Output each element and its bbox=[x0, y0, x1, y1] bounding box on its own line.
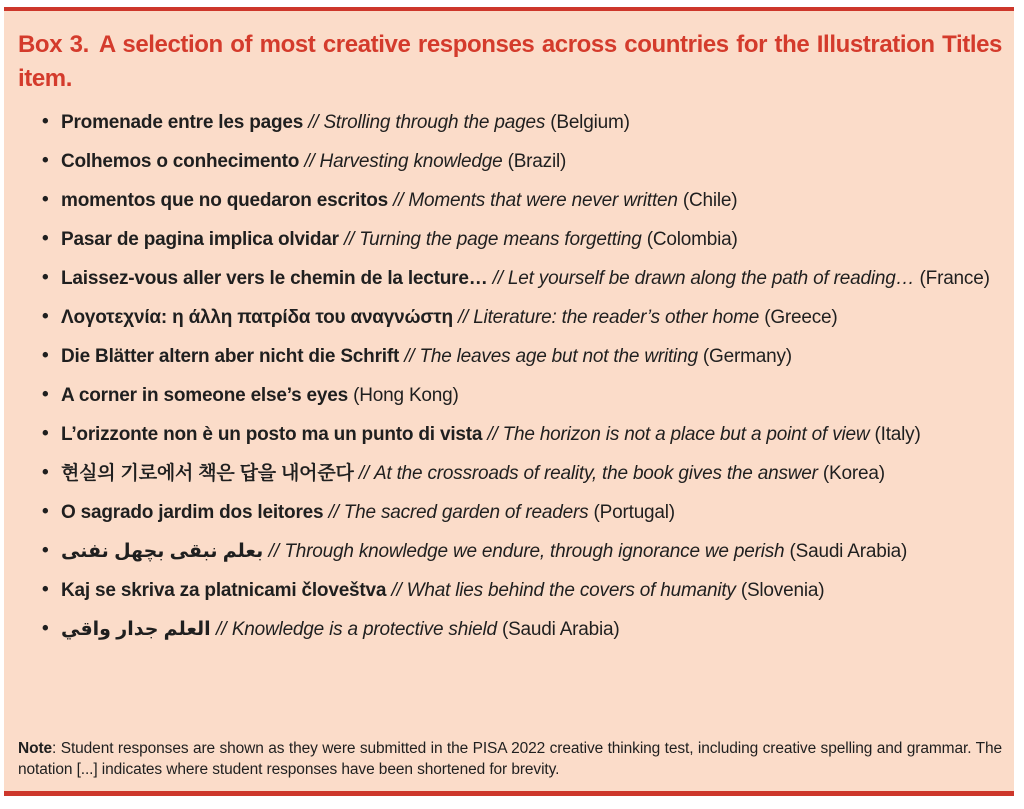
response-original: العلم جدار واقي bbox=[61, 619, 211, 640]
bullet-icon: • bbox=[42, 423, 49, 444]
response-original: Λογοτεχνία: η άλλη πατρίδα του αναγνώστη bbox=[61, 307, 453, 328]
response-translation: // The leaves age but not the writing bbox=[404, 346, 698, 367]
response-translation: // Through knowledge we endure, through ignorance we perish bbox=[268, 541, 785, 562]
response-original: Laissez-vous aller vers le chemin de la lecture… bbox=[61, 268, 488, 289]
response-original: Die Blätter altern aber nicht die Schrift bbox=[61, 346, 400, 367]
response-original: momentos que no quedaron escritos bbox=[61, 190, 389, 211]
response-translation: // Knowledge is a protective shield bbox=[215, 619, 497, 640]
list-item bbox=[42, 147, 1002, 176]
bullet-icon: • bbox=[42, 618, 49, 639]
response-country: (France) bbox=[914, 268, 990, 289]
response-original: 현실의 기로에서 책은 답을 내어준다 bbox=[61, 463, 354, 484]
bullet-icon: • bbox=[42, 228, 49, 249]
response-original: بعلم نبقى بچهل نفنى bbox=[61, 541, 264, 562]
list-item bbox=[42, 186, 1002, 215]
response-original: A corner in someone else’s eyes bbox=[61, 385, 349, 406]
note-label: Note bbox=[18, 740, 53, 757]
list-item bbox=[42, 264, 1002, 293]
list-item bbox=[42, 342, 1002, 371]
response-country: (Korea) bbox=[817, 463, 885, 484]
bullet-icon: • bbox=[42, 150, 49, 171]
bullet-icon: • bbox=[42, 540, 49, 561]
response-translation: // What lies behind the covers of humanity bbox=[391, 580, 736, 601]
response-original: Kaj se skriva za platnicami človeštva bbox=[61, 580, 387, 601]
response-country: (Saudi Arabia) bbox=[784, 541, 908, 562]
bullet-icon: • bbox=[42, 189, 49, 210]
response-country: (Belgium) bbox=[545, 112, 630, 133]
response-country: (Brazil) bbox=[502, 151, 567, 172]
response-translation: // Let yourself be drawn along the path of reading… bbox=[492, 268, 915, 289]
note-text: : Student responses are shown as they were submitted in the PISA 2022 creative thinking test, including creative spelling and grammar. The notation [...] indicates where student responses have been shortened for brevity. bbox=[18, 740, 1002, 778]
list-item bbox=[42, 576, 1002, 605]
response-original: L’orizzonte non è un posto ma un punto di vista bbox=[61, 424, 483, 445]
response-translation: // The horizon is not a place but a point of view bbox=[487, 424, 870, 445]
bullet-icon: • bbox=[42, 306, 49, 327]
bullet-icon: • bbox=[42, 501, 49, 522]
response-translation: // Moments that were never written bbox=[393, 190, 678, 211]
list-item bbox=[42, 498, 1002, 527]
response-country: (Slovenia) bbox=[735, 580, 825, 601]
response-original: Pasar de pagina implica olvidar bbox=[61, 229, 339, 250]
response-country: (Italy) bbox=[869, 424, 921, 445]
response-country: (Colombia) bbox=[641, 229, 738, 250]
response-country: (Greece) bbox=[759, 307, 838, 328]
bullet-icon: • bbox=[42, 267, 49, 288]
list-item bbox=[42, 615, 1002, 644]
bullet-icon: • bbox=[42, 111, 49, 132]
bullet-icon: • bbox=[42, 579, 49, 600]
response-country: (Saudi Arabia) bbox=[496, 619, 620, 640]
list-item bbox=[42, 108, 1002, 137]
response-translation: // The sacred garden of readers bbox=[328, 502, 589, 523]
list-item bbox=[42, 459, 1002, 488]
response-country: (Hong Kong) bbox=[348, 385, 459, 406]
list-item bbox=[42, 225, 1002, 254]
box-label: Box 3. bbox=[18, 31, 89, 58]
bullet-icon: • bbox=[42, 345, 49, 366]
bullet-icon: • bbox=[42, 462, 49, 483]
list-item bbox=[42, 420, 1002, 449]
responses-list bbox=[18, 108, 1002, 654]
response-translation: // Strolling through the pages bbox=[308, 112, 546, 133]
response-translation: // At the crossroads of reality, the book gives the answer bbox=[358, 463, 818, 484]
response-translation: // Turning the page means forgetting bbox=[343, 229, 642, 250]
list-item bbox=[42, 381, 1002, 410]
response-original: O sagrado jardim dos leitores bbox=[61, 502, 324, 523]
box3-panel bbox=[4, 7, 1014, 796]
list-item bbox=[42, 537, 1002, 566]
list-item bbox=[42, 303, 1002, 332]
note bbox=[18, 730, 1002, 780]
response-original: Colhemos o conhecimento bbox=[61, 151, 300, 172]
response-translation: // Literature: the reader’s other home bbox=[457, 307, 760, 328]
response-country: (Portugal) bbox=[588, 502, 675, 523]
bullet-icon: • bbox=[42, 384, 49, 405]
response-translation: // Harvesting knowledge bbox=[304, 151, 503, 172]
response-original: Promenade entre les pages bbox=[61, 112, 304, 133]
box-title-text: A selection of most creative responses across countries for the Illustration Titles item. bbox=[18, 31, 1002, 92]
response-country: (Germany) bbox=[697, 346, 792, 367]
response-country: (Chile) bbox=[677, 190, 738, 211]
box-title bbox=[18, 28, 1002, 96]
